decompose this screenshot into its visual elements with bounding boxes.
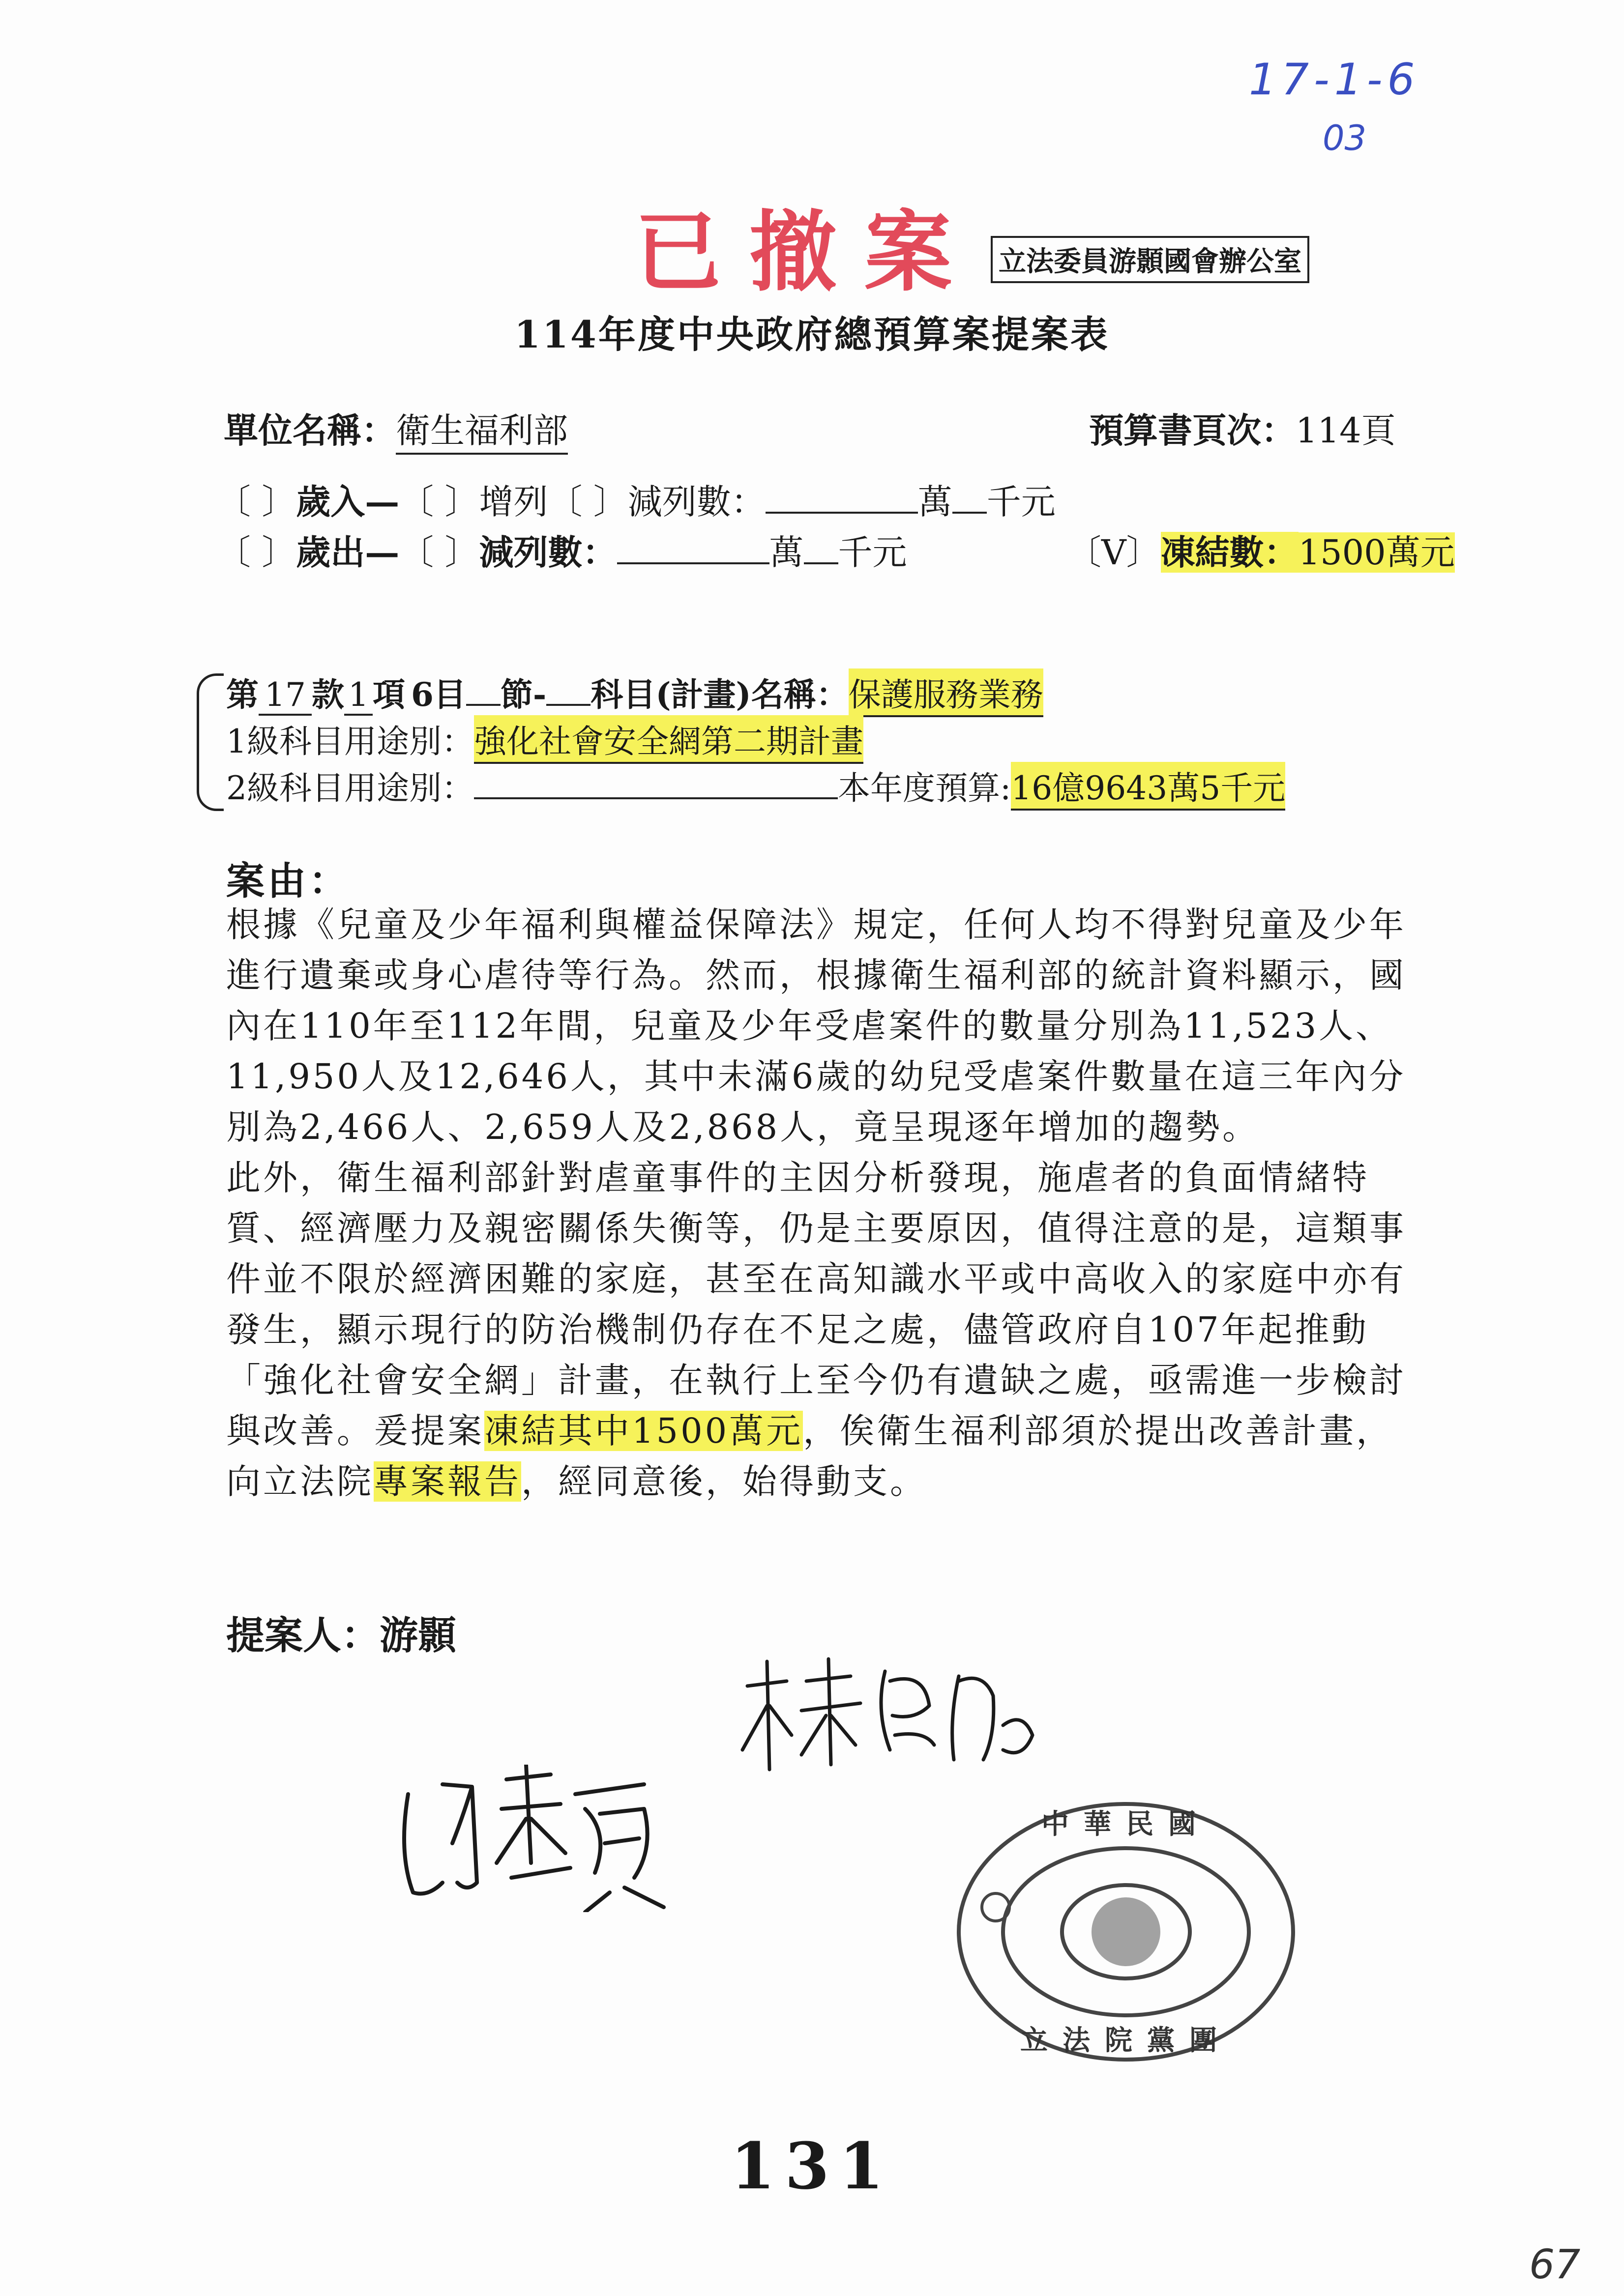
- subject-jie-blank: [466, 704, 501, 706]
- revenue-cut-label: 減列數：: [627, 482, 766, 522]
- subject-kuan-label: 款: [311, 675, 344, 714]
- subject-ke-blank: [546, 704, 591, 706]
- expense-cut-checkbox: 〔 〕: [399, 532, 479, 573]
- revenue-add-label: 增列: [479, 482, 548, 522]
- revenue-cut-checkbox: 〔 〕: [548, 482, 628, 522]
- frozen-row: [1067, 525, 1455, 575]
- expense-row: [216, 525, 907, 575]
- revenue-qian-blank: [952, 512, 987, 514]
- subject-name-value: 保護服務業務: [849, 668, 1043, 717]
- subject-xiang: 1: [344, 676, 373, 716]
- reason-p2-text-b: ，俟衛生福利部須於提出改善計畫，向立法院: [226, 1411, 1393, 1502]
- seal-emblem-icon: [982, 1893, 1009, 1921]
- reason-p2-highlight-1: 凍結其中1500萬元: [484, 1411, 803, 1451]
- expense-qian-unit: 千元: [838, 532, 907, 573]
- signature-2: [388, 1765, 683, 1912]
- subject-kuan: 17: [259, 676, 312, 716]
- frozen-label: 凍結數：: [1160, 532, 1299, 573]
- expense-checkbox: 〔 〕: [216, 532, 296, 573]
- signature-1: [728, 1652, 1042, 1779]
- reason-p2-highlight-2: 專案報告: [374, 1461, 521, 1502]
- budget-label: 本年度預算:: [838, 769, 1011, 807]
- revenue-checkbox: 〔 〕: [216, 482, 296, 522]
- party-seal: [949, 1794, 1303, 2069]
- unit-row: [224, 403, 568, 455]
- revenue-wan-unit: 萬: [917, 482, 952, 522]
- page-number: 131: [730, 2128, 894, 2204]
- frozen-checkbox: 〔V〕: [1067, 532, 1161, 573]
- document-title: 114年度中央政府總預算案提案表: [514, 313, 1110, 356]
- proposer-name: 游顥: [380, 1613, 457, 1658]
- office-stamp: 立法委員游顥國會辦公室: [991, 236, 1309, 283]
- handwritten-corner-number: 67: [1529, 2241, 1581, 2288]
- level2-blank: [474, 797, 838, 799]
- seal-top-text: 中華民國: [1041, 1808, 1211, 1840]
- subject-block: [207, 668, 1455, 816]
- expense-qian-blank: [804, 562, 838, 564]
- reason-body: [226, 900, 1406, 1507]
- reason-p2-text-a: 此外，衛生福利部針對虐童事件的主因分析發現，施虐者的負面情緒特質、經濟壓力及親密關係失衡等，仍是主要原因，值得注意的是，這類事件並不限於經濟困難的家庭，甚至在高知識水平或中高收入的家庭中亦有發生，顯示現行的防治機制仍存在不足之處，儘管政府自107年起推動「強化社會安全網」計畫，在執行上至今仍有遺缺之處，亟需進一步檢討與改善。爰提案: [226, 1158, 1406, 1451]
- handwritten-date: 17-1-6: [1249, 54, 1420, 105]
- subject-mu-label: 目: [433, 675, 466, 714]
- subject-jie-label: 節-: [500, 675, 547, 714]
- budget-value: 16億9643萬5千元: [1011, 762, 1285, 811]
- reason-p2-text-c: ，經同意後，始得動支。: [521, 1461, 927, 1502]
- page-ref-row: [1089, 403, 1396, 453]
- revenue-qian-unit: 千元: [986, 482, 1056, 522]
- revenue-label: 歲入—: [296, 481, 400, 522]
- reason-heading: 案由：: [226, 859, 351, 903]
- subject-row-3: [226, 762, 1285, 811]
- handwritten-code: 03: [1323, 118, 1367, 158]
- level1-value: 強化社會安全網第二期計畫: [474, 715, 863, 764]
- frozen-value: 1500萬元: [1298, 532, 1455, 573]
- expense-wan-unit: 萬: [769, 532, 804, 573]
- expense-wan-blank: [617, 562, 769, 564]
- reason-paragraph-2: [226, 1153, 1406, 1507]
- expense-cut-label: 減列數：: [479, 532, 617, 573]
- subject-xiang-label: 項: [372, 675, 405, 714]
- revenue-add-checkbox: 〔 〕: [399, 482, 479, 522]
- revenue-row: [216, 474, 1056, 524]
- unit-label: 單位名稱：: [224, 410, 396, 451]
- withdrawn-stamp: 已撤案: [634, 201, 979, 303]
- page-ref-value: 114頁: [1296, 410, 1396, 451]
- revenue-wan-blank: [766, 512, 918, 514]
- subject-row-1: [226, 668, 1043, 717]
- level1-label: 1級科目用途別：: [226, 723, 474, 760]
- reason-paragraph-1: 根據《兒童及少年福利與權益保障法》規定，任何人均不得對兒童及少年進行遺棄或身心虐待等行為。然而，根據衛生福利部的統計資料顯示，國內在110年至112年間，兒童及少年受虐案件的數量分別為11,523人、11,950人及12,646人，其中未滿6歲的幼兒受虐案件數量在這三年內分別為2,466人、2,659人及2,868人，竟呈現逐年增加的趨勢。: [226, 904, 1406, 1147]
- seal-bottom-text: 立法院黨團: [1020, 2024, 1232, 2057]
- level2-label: 2級科目用途別：: [226, 769, 474, 807]
- subject-di: 第: [226, 675, 259, 714]
- proposer-line: [226, 1605, 456, 1660]
- subject-mu: 6: [411, 675, 434, 714]
- subject-name-label: 科目(計畫)名稱：: [591, 675, 849, 714]
- page-ref-label: 預算書頁次：: [1089, 410, 1296, 451]
- unit-value: 衛生福利部: [396, 403, 568, 455]
- proposer-label: 提案人：: [226, 1613, 380, 1658]
- expense-label: 歲出—: [296, 532, 400, 573]
- subject-row-2: [226, 715, 863, 764]
